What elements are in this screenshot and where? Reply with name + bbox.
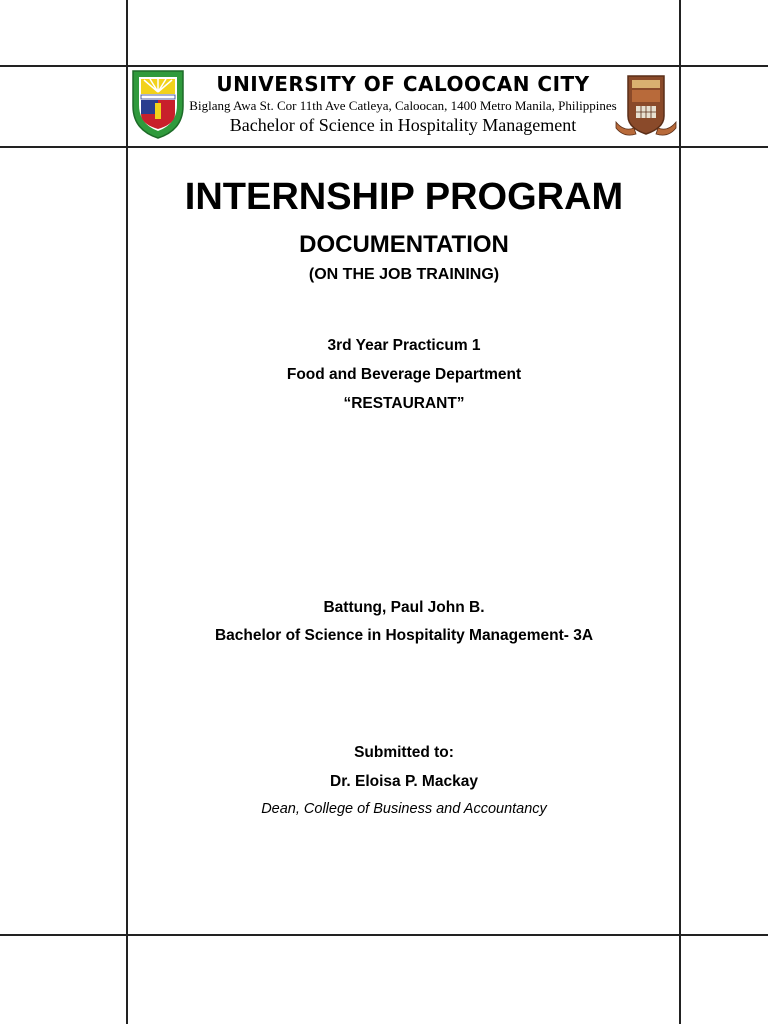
- right-border-line: [679, 0, 681, 1024]
- letterhead: [128, 67, 678, 145]
- document-subtitle: DOCUMENTATION: [299, 231, 509, 258]
- university-seal-icon: [130, 68, 186, 140]
- university-name: UNIVERSITY OF CALOOCAN CITY: [216, 72, 590, 96]
- university-address: Biglang Awa St. Cor 11th Ave Catleya, Caloocan, 1400 Metro Manila, Philippines: [189, 98, 617, 113]
- header-divider-line: [0, 146, 768, 148]
- recipient-title: Dean, College of Business and Accountancy: [261, 801, 547, 817]
- recipient-name: Dr. Eloisa P. Mackay: [330, 773, 478, 790]
- department: Food and Beverage Department: [286, 366, 522, 383]
- document-title: INTERNSHIP PROGRAM: [184, 176, 624, 218]
- subtitle-note: (ON THE JOB TRAINING): [308, 266, 500, 283]
- year-level: 3rd Year Practicum 1: [327, 337, 481, 354]
- student-course: Bachelor of Science in Hospitality Management- 3A: [214, 627, 594, 644]
- left-border-line: [126, 0, 128, 1024]
- student-name: Battung, Paul John B.: [323, 599, 485, 616]
- assignment: “RESTAURANT”: [343, 395, 465, 412]
- bottom-border-line: [0, 934, 768, 936]
- submitted-to-label: Submitted to:: [354, 744, 454, 761]
- degree-program: Bachelor of Science in Hospitality Management: [229, 115, 577, 135]
- college-crest-icon: [614, 72, 678, 140]
